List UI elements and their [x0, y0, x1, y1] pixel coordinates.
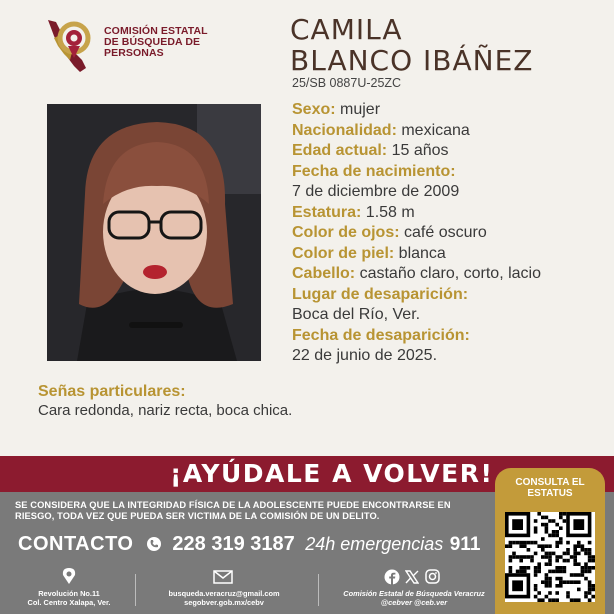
detail-row [292, 182, 610, 203]
person-name [290, 14, 533, 76]
detail-row [292, 121, 610, 142]
detail-value: mujer [335, 101, 381, 118]
detail-row [292, 141, 610, 162]
case-id: 25/SB 0887U-25ZC [292, 76, 402, 90]
detail-value: blanca [394, 244, 446, 262]
detail-label: Cabello: [292, 265, 356, 282]
footer-social [330, 589, 498, 607]
detail-value: Boca del Río, Ver. [292, 306, 421, 323]
contact-label: CONTACTO [18, 533, 134, 555]
consult-line-2: ESTATUS [527, 488, 573, 499]
detail-value: 15 años [387, 142, 449, 159]
detail-value: castaño claro, corto, lacio [355, 265, 541, 282]
consult-status-label [495, 477, 605, 499]
instagram-icon[interactable] [425, 569, 440, 584]
person-first-name: CAMILA [290, 13, 403, 46]
facebook-icon[interactable] [384, 569, 400, 585]
person-last-name: BLANCO IBÁÑEZ [290, 44, 534, 77]
detail-label: Color de piel: [292, 244, 395, 262]
detail-label: Lugar de desaparición: [292, 285, 469, 303]
distinctive-marks-label: Señas particulares: [38, 383, 186, 400]
address-line-1: Revolución No.11 [38, 589, 100, 598]
risk-warning-line-1: SE CONSIDERA QUE LA INTEGRIDAD FÍSICA DE LA ADOLESCENTE PUEDE ENCONTRARSE EN [15, 500, 451, 510]
org-line-3: PERSONAS [104, 47, 164, 59]
contact-line [18, 533, 480, 556]
address-line-2: Col. Centro Xalapa, Ver. [27, 598, 111, 607]
detail-row [292, 346, 610, 367]
detail-row [292, 244, 610, 265]
person-details [292, 100, 610, 367]
phone-icon [146, 536, 162, 552]
social-org-name: Comisión Estatal de Búsqueda Veracruz [343, 589, 485, 598]
detail-row [292, 223, 610, 244]
detail-value: 7 de diciembre de 2009 [292, 183, 460, 200]
detail-value: mexicana [396, 121, 470, 139]
detail-label: Fecha de desaparición: [292, 326, 470, 344]
org-line-2: DE BÚSQUEDA DE [104, 36, 201, 48]
detail-row [292, 326, 610, 347]
x-twitter-icon[interactable] [405, 570, 419, 584]
detail-row [292, 203, 610, 224]
detail-value: 22 de junio de 2025. [292, 347, 438, 364]
detail-value: 1.58 m [361, 203, 415, 221]
distinctive-marks-value: Cara redonda, nariz recta, boca chica. [38, 402, 293, 419]
detail-label: Nacionalidad: [292, 121, 397, 139]
org-line-1: COMISIÓN ESTATAL [104, 25, 208, 37]
email-address[interactable]: busqueda.veracruz@gmail.com [168, 589, 280, 598]
distinctive-marks [38, 382, 292, 421]
footer-divider [318, 574, 319, 606]
detail-label: Color de ojos: [292, 224, 400, 241]
detail-label: Estatura: [292, 203, 362, 221]
detail-label: Sexo: [292, 101, 336, 118]
detail-row [292, 285, 610, 306]
website-link[interactable]: segobver.gob.mx/cebv [184, 598, 264, 607]
footer-divider [135, 574, 136, 606]
contact-phone[interactable]: 228 319 3187 [172, 533, 295, 555]
detail-value: café oscuro [399, 224, 487, 241]
risk-warning-line-2: RIESGO, TODA VEZ QUE PUEDA SER VICTIMA DE LA COMISIÓN DE UN DELITO. [15, 511, 380, 521]
risk-warning [15, 500, 493, 522]
footer-contact [158, 589, 290, 607]
social-handles[interactable]: @cebver @ceb.ver [380, 598, 448, 607]
detail-row [292, 264, 610, 285]
detail-row [292, 100, 610, 121]
commission-logo-icon [44, 16, 104, 76]
emergency-number[interactable]: 911 [449, 534, 481, 555]
person-photo [47, 104, 261, 361]
footer-address [14, 589, 124, 607]
email-icon [213, 570, 233, 584]
org-name [104, 26, 208, 59]
contact-hours: 24h emergencias [305, 534, 444, 554]
detail-label: Fecha de nacimiento: [292, 162, 456, 180]
location-pin-icon [62, 568, 76, 584]
detail-row [292, 305, 610, 326]
detail-row [292, 162, 610, 183]
detail-label: Edad actual: [292, 142, 388, 159]
headline-text: ¡AYÚDALE A VOLVER! [170, 459, 494, 488]
consult-line-1: CONSULTA EL [515, 477, 585, 488]
status-qr-code[interactable] [505, 512, 595, 602]
